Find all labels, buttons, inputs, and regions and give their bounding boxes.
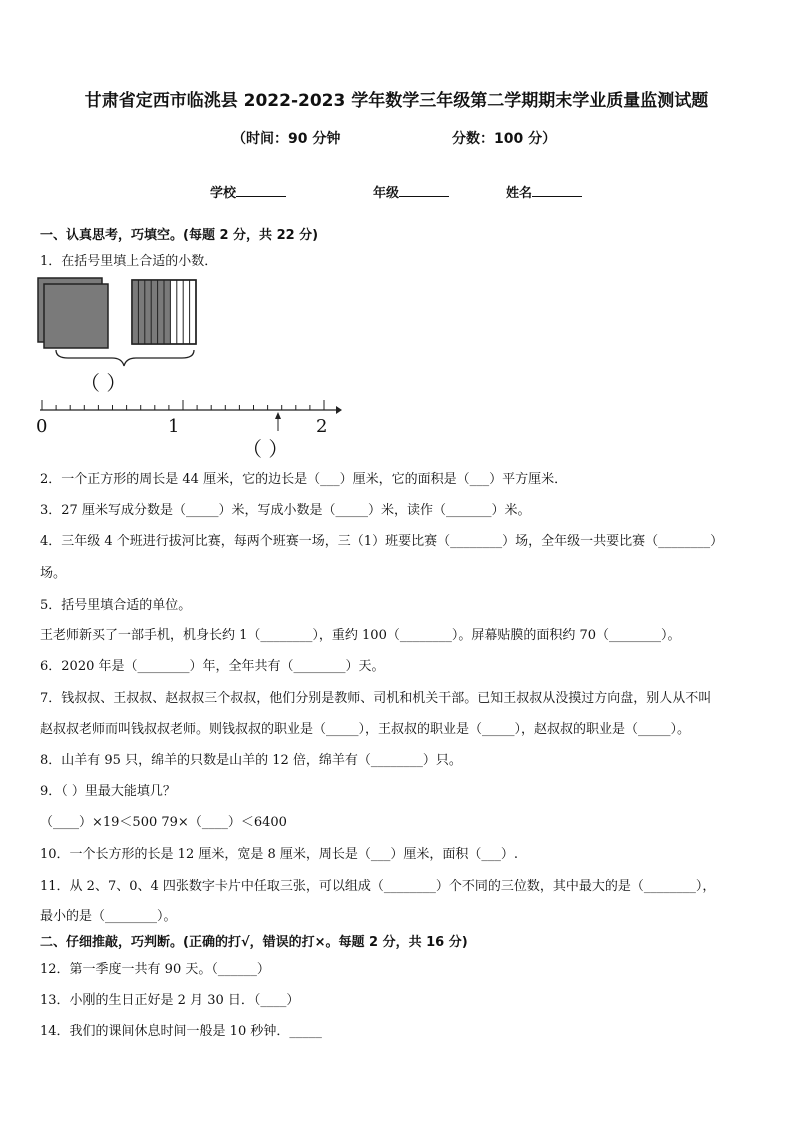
question-12: 12．第一季度一共有 90 天。（______） — [40, 962, 270, 977]
question-7: 7．钱叔叔、王叔叔、赵叔叔三个叔叔，他们分别是教师、司机和机关干部。已知王叔叔从没摸过方向盘，别人从不叫 — [40, 691, 712, 706]
school-blank[interactable] — [236, 184, 286, 197]
name-label: 姓名 — [506, 186, 533, 201]
exam-time: （时间：90 分钟 — [232, 131, 341, 147]
section-2-heading: 二、仔细推敲，巧判断。(正确的打√，错误的打×。每题 2 分，共 16 分) — [40, 935, 468, 950]
curly-brace — [56, 350, 194, 366]
question-13: 13．小刚的生日正好是 2 月 30 日．（____） — [40, 993, 300, 1008]
grade-field[interactable] — [373, 182, 449, 201]
school-field[interactable] — [210, 182, 286, 201]
question-9-body: （____）×19＜500 79×（____）＜6400 — [40, 815, 287, 830]
grade-blank[interactable] — [399, 184, 449, 197]
section-1-heading: 一、认真思考，巧填空。(每题 2 分，共 22 分) — [40, 228, 319, 243]
striped-square — [132, 280, 196, 344]
axis-label-1: 1 — [168, 416, 180, 437]
question-11-cont: 最小的是（________）。 — [40, 909, 177, 924]
question-14: 14．我们的课间休息时间一般是 10 秒钟．_____ — [40, 1024, 322, 1039]
question-4-cont: 场。 — [40, 566, 67, 581]
name-field[interactable] — [506, 182, 582, 201]
name-blank[interactable] — [532, 184, 582, 197]
axis-label-2: 2 — [316, 416, 328, 437]
question-1-figure — [36, 276, 356, 466]
axis-label-0: 0 — [36, 416, 48, 437]
axis-answer-paren: （ ） — [242, 437, 289, 461]
number-line-arrow — [336, 406, 342, 414]
question-5-body: 王老师新买了一部手机，机身长约 1（________），重约 100（________）。屏幕贴膜的面积约 70（________）。 — [40, 628, 681, 643]
question-1: 1．在括号里填上合适的小数． — [40, 254, 218, 269]
question-6: 6．2020 年是（________）年，全年共有（________）天。 — [40, 659, 385, 674]
question-9: 9．（ ）里最大能填几？ — [40, 784, 176, 799]
question-5: 5．括号里填合适的单位。 — [40, 598, 192, 613]
brace-answer-paren: （ ） — [80, 371, 127, 395]
question-7-cont: 赵叔叔老师而叫钱叔叔老师。则钱叔叔的职业是（_____），王叔叔的职业是（_____），赵叔叔的职业是（_____）。 — [40, 722, 691, 737]
pointer-arrow-head — [275, 412, 281, 419]
question-8: 8．山羊有 95 只，绵羊的只数是山羊的 12 倍，绵羊有（________）只。 — [40, 753, 462, 768]
exam-score: 分数：100 分） — [452, 131, 557, 147]
question-10: 10．一个长方形的长是 12 厘米，宽是 8 厘米，周长是（___）厘米，面积（___）. — [40, 847, 519, 862]
square-front — [44, 284, 108, 348]
school-label: 学校 — [210, 186, 237, 201]
grade-label: 年级 — [373, 186, 400, 201]
question-4: 4．三年级 4 个班进行拔河比赛，每两个班赛一场，三（1）班要比赛（________）场，全年级一共要比赛（________） — [40, 534, 724, 549]
number-line-ticks — [42, 400, 324, 410]
question-11: 11．从 2、7、0、4 四张数字卡片中任取三张，可以组成（________）个不同的三位数，其中最大的是（________）， — [40, 879, 716, 894]
question-3: 3．27 厘米写成分数是（_____）米，写成小数是（_____）米，读作（_______）米。 — [40, 503, 531, 518]
question-2: 2．一个正方形的周长是 44 厘米，它的边长是（___）厘米，它的面积是（___）平方厘米． — [40, 472, 568, 487]
page-title: 甘肃省定西市临洮县 2022-2023 学年数学三年级第二学期期末学业质量监测试题 — [84, 91, 709, 111]
